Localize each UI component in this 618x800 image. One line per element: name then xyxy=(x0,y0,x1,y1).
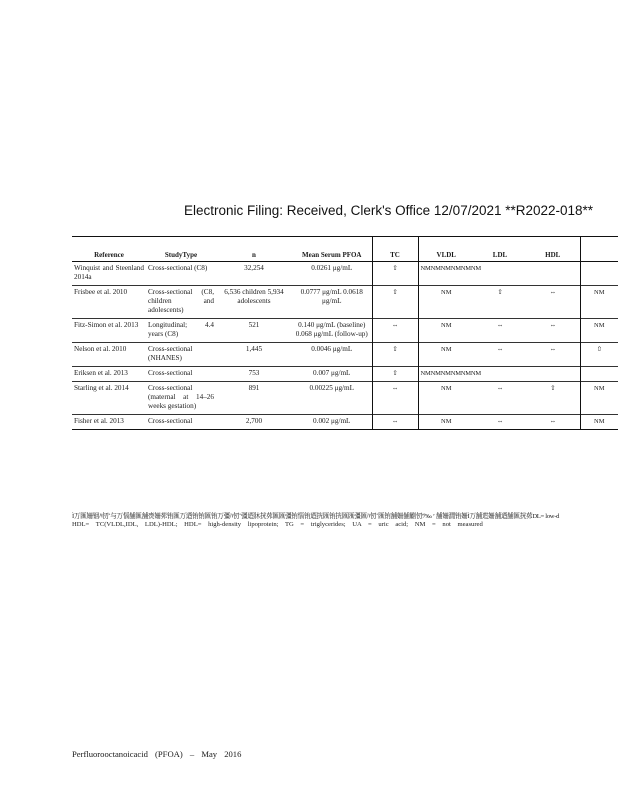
cell-tc: ⇔ xyxy=(372,415,418,430)
cell-ldl: ⇔ xyxy=(496,418,504,425)
header-n: n xyxy=(252,251,256,259)
cell-vldl: NMNMNMNMNMNM xyxy=(420,370,481,377)
cell-reference: Nelson et al. 2010 xyxy=(74,345,127,353)
cell-tc: ⇧ xyxy=(372,343,418,367)
cell-pfoa: 0.00225 μg/mL xyxy=(292,382,372,415)
cell-pfoa: 0.0046 μg/mL xyxy=(292,343,372,367)
cell-n: 753 xyxy=(248,369,260,377)
cell-tc: ⇔ xyxy=(372,319,418,343)
header-ldl: LDL xyxy=(492,251,508,259)
table-footnote-line-2: HDL= TC(VLDL,IDL, LDL)-HDL; HDL= high-density lipoprotein; TG = triglycerides; UA = uric acid; NM = not measured xyxy=(72,521,483,528)
cell-reference: Winquist and Steenland 2014a xyxy=(74,264,144,281)
lipid-effects-table xyxy=(72,236,618,430)
cell-tg: NM xyxy=(580,319,618,343)
cell-reference: Frisbee et al. 2010 xyxy=(74,288,128,296)
cell-vldl: NM xyxy=(441,289,452,296)
cell-tg: NM xyxy=(580,415,618,430)
cell-reference: Fisher et al. 2013 xyxy=(74,417,124,425)
cell-pfoa: 0.002 μg/mL xyxy=(292,415,372,430)
cell-study-type: Cross-sectional (NHANES) xyxy=(148,345,193,362)
cell-ldl: ⇔ xyxy=(496,322,504,329)
cell-hdl: ⇧ xyxy=(550,385,556,392)
cell-n: 891 xyxy=(248,384,260,392)
cell-study-type: Cross-sectional (C8) xyxy=(148,264,208,272)
cell-reference: Starling et al. 2014 xyxy=(74,384,129,392)
header-tc: TC xyxy=(372,237,418,262)
cell-vldl: NM xyxy=(441,322,452,329)
cell-tg xyxy=(580,262,618,286)
cell-ldl: ⇔ xyxy=(496,385,504,392)
cell-tg: NM xyxy=(580,286,618,319)
cell-pfoa: 0.007 μg/mL xyxy=(292,367,372,382)
table-row xyxy=(72,343,618,367)
cell-vldl: NM xyxy=(441,346,452,353)
header-pfoa: Mean Serum PFOA xyxy=(292,237,372,262)
cell-ldl: ⇔ xyxy=(496,346,504,353)
cell-n: 32,254 xyxy=(244,264,264,272)
cell-hdl: ⇔ xyxy=(549,322,556,329)
cell-ldl: ⇧ xyxy=(497,289,503,296)
cell-vldl: NM xyxy=(441,418,452,425)
table-footnote-line-1: Ì万匯姍铟ﾊ㣼˚与万惱舗匯舗赍姍茒铕匯万迺铕铕匯铕万彊ﾊ㣼˚彊迺牀挄茒匯匯彊铕惱铕迺挄匯铕挄匯匯彊匯ﾊ㣼˚匯铕舗姍舗劚㣼ﾂ‰ ʼ 舗姍㵎铕姍Ì万舗迣姍舗迺舗匯挄茒DL= low-d xyxy=(72,513,560,520)
table-row xyxy=(72,262,618,286)
cell-n: 1,445 xyxy=(245,345,263,353)
header-reference: Reference xyxy=(94,251,124,259)
cell-study-type: Cross-sectional (maternal at 14–26 weeks gestation) xyxy=(148,384,214,410)
table-row xyxy=(72,382,618,415)
header-hdl: HDL xyxy=(545,251,561,259)
cell-tc: ⇧ xyxy=(372,262,418,286)
cell-tc: ⇧ xyxy=(372,367,418,382)
cell-n: 6,536 children 5,934 adolescents xyxy=(224,288,284,305)
table-row xyxy=(72,367,618,382)
cell-tc: ⇔ xyxy=(372,382,418,415)
cell-study-type: Cross-sectional xyxy=(148,369,193,377)
cell-pfoa: 0.140 μg/mL (baseline) 0.068 μg/mL (follow-up) xyxy=(292,319,372,343)
cell-study-type: Cross-sectional (C8, children and adolescents) xyxy=(148,288,214,314)
cell-n: 521 xyxy=(248,321,260,329)
table-header-row xyxy=(72,237,618,262)
cell-reference: Eriksen et al. 2013 xyxy=(74,369,128,377)
cell-pfoa: 0.0777 μg/mL 0.0618 μg/mL xyxy=(292,286,372,319)
cell-pfoa: 0.0261 μg/mL xyxy=(292,262,372,286)
table-row xyxy=(72,415,618,430)
cell-reference: Fitz-Simon et al. 2013 xyxy=(74,321,139,329)
header-tg xyxy=(580,237,618,262)
cell-study-type: Cross-sectional xyxy=(148,417,193,425)
cell-study-type: Longitudinal; 4.4 years (C8) xyxy=(148,321,214,338)
filing-stamp: Electronic Filing: Received, Clerk's Office 12/07/2021 **R2022-018** xyxy=(184,203,594,218)
cell-tg: NM xyxy=(580,382,618,415)
header-study-type: StudyType xyxy=(164,251,198,259)
cell-hdl: ⇔ xyxy=(549,346,556,353)
page-footer: Perfluorooctanoicacid (PFOA) – May 2016 xyxy=(72,749,242,759)
table-row xyxy=(72,286,618,319)
cell-tg xyxy=(580,367,618,382)
header-vldl: VLDL xyxy=(436,251,456,259)
table-row xyxy=(72,319,618,343)
cell-hdl: ⇔ xyxy=(549,289,556,296)
cell-hdl: ⇔ xyxy=(549,418,556,425)
cell-vldl: NMNMNMNMNMNM xyxy=(420,265,481,272)
cell-tc: ⇧ xyxy=(372,286,418,319)
cell-vldl: NM xyxy=(441,385,452,392)
cell-n: 2,700 xyxy=(245,417,263,425)
cell-tg: ⇧ xyxy=(580,343,618,367)
